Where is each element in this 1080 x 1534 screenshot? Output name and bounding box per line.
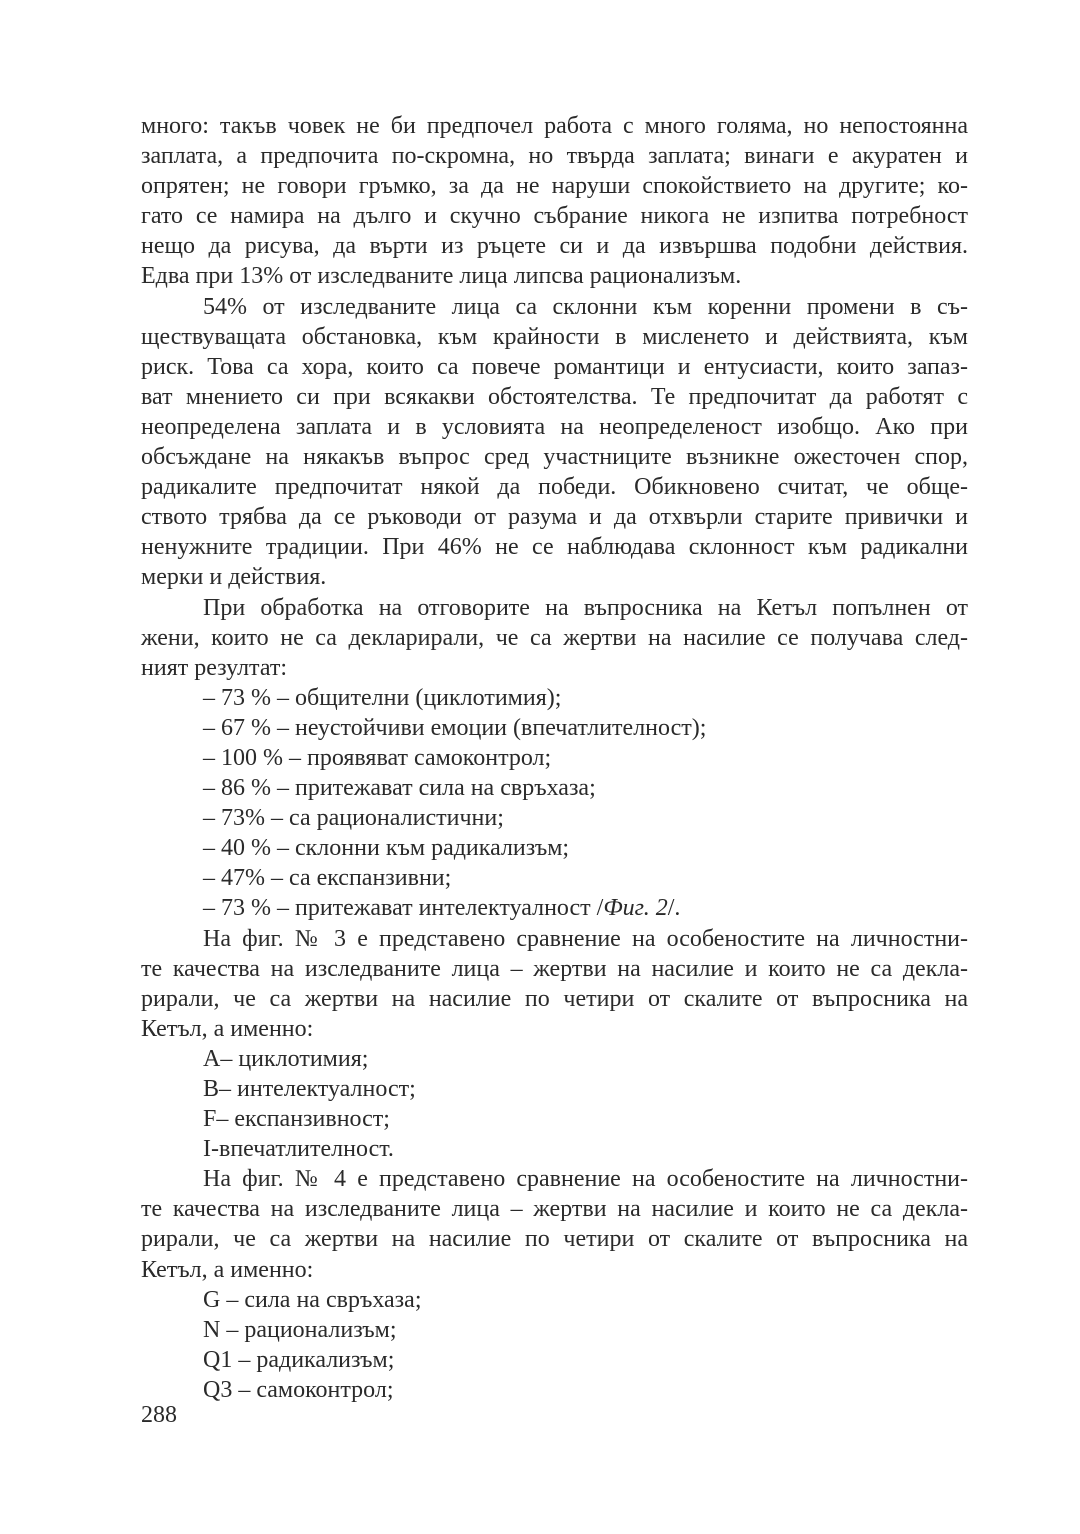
list-item: F– експанзивност; <box>203 1106 390 1133</box>
page-number: 288 <box>141 1402 177 1428</box>
text-line: 54% от изследваните лица са склонни към коренни промени в съ- <box>203 293 968 320</box>
list <box>141 683 968 924</box>
text-line: На фиг. № 3 е представено сравнение на особеностите на личностни- <box>203 925 968 952</box>
list-item: – 100 % – проявяват самоконтрол; <box>203 744 552 771</box>
text-line: рирали, че са жертви на насилие по четири от скалите от въпросника на <box>141 985 968 1012</box>
paragraph <box>141 593 968 683</box>
text-line: ният резултат: <box>141 654 288 681</box>
paragraph <box>141 924 968 1044</box>
paragraph <box>141 111 968 292</box>
list <box>141 1044 968 1164</box>
list-item: G – сила на свръхаза; <box>203 1286 422 1313</box>
text-line: При обработка на отговорите на въпросника на Кетъл попълнен от <box>203 594 968 621</box>
list-item: – 73 % – притежават интелектуалност /Фиг. 2/. <box>203 895 681 922</box>
text-line: ството трябва да се ръководи от разума и да отхвърли старите привички и <box>141 504 968 531</box>
text-line: Кетъл, а именно: <box>141 1015 314 1042</box>
text-line: обсъждане на някакъв въпрос сред участниците възникне ожесточен спор, <box>141 444 968 471</box>
text-line: жени, които не са декларирали, че са жертви на насилие се получава след- <box>141 624 968 651</box>
figure-reference: Фиг. 2 <box>603 895 668 922</box>
text-line: гато се намира на дълго и скучно събрание никога не изпитва потребност <box>141 203 968 230</box>
text-line: заплата, а предпочита по-скромна, но твърда заплата; винаги е акуратен и <box>141 143 968 170</box>
list-item: – 86 % – притежават сила на свръхаза; <box>203 775 596 802</box>
list-item: – 73% – са рационалистични; <box>203 805 504 832</box>
list-item: В– интелектуалност; <box>203 1076 416 1102</box>
text-line: опрятен; не говори гръмко, за да не наруши спокойствието на другите; ко- <box>141 173 968 200</box>
paragraph <box>141 1164 968 1284</box>
text-line: те качества на изследваните лица – жертви на насилие и които не са декла- <box>141 955 968 982</box>
text-line: рирали, че са жертви на насилие по четири от скалите от въпросника на <box>141 1226 968 1253</box>
text-line: ненужните традиции. При 46% не се наблюдава склонност към радикални <box>141 534 968 561</box>
list-item: I-впечатлителност. <box>203 1136 394 1163</box>
text-line: те качества на изследваните лица – жертви на насилие и които не са декла- <box>141 1196 968 1223</box>
text-line: нещо да рисува, да върти из ръцете си и да извършва подобни действия. <box>141 233 968 260</box>
list-item: Q3 – самоконтрол; <box>203 1376 394 1403</box>
text-line: радикалите предпочитат някой да победи. Обикновено считат, че обще- <box>141 474 968 501</box>
text-line: много: такъв човек не би предпочел работа с много голяма, но непостоянна <box>141 113 968 139</box>
text-line: риск. Това са хора, които са повече романтици и ентусиасти, които запаз- <box>141 353 968 380</box>
list-item: – 40 % – склонни към радикализъм; <box>203 835 570 862</box>
list-item: Q1 – радикализъм; <box>203 1346 395 1373</box>
text-line: На фиг. № 4 е представено сравнение на особеностите на личностни- <box>203 1166 968 1193</box>
text-line: неопределена заплата и в условията на неопределеност изобщо. Ако при <box>141 413 968 440</box>
list-item: А– циклотимия; <box>203 1045 369 1072</box>
text-line: мерки и действия. <box>141 564 327 591</box>
list <box>141 1285 968 1405</box>
paragraph <box>141 292 968 593</box>
list-item: N – рационализъм; <box>203 1316 397 1343</box>
text-line: Едва при 13% от изследваните лица липсва рационализъм. <box>141 263 742 290</box>
list-item: – 73 % – общителни (циклотимия); <box>203 684 562 711</box>
list-item: – 47% – са експанзивни; <box>203 865 452 892</box>
text-line: ват мнението си при всякакви обстоятелства. Те предпочитат да работят с <box>141 383 968 410</box>
document-body <box>141 111 968 1405</box>
text-line: ществуващата обстановка, към крайности в мисленето и действията, към <box>141 323 968 350</box>
text-line: Кетъл, а именно: <box>141 1256 314 1283</box>
list-item: – 67 % – неустойчиви емоции (впечатлителност); <box>203 714 707 741</box>
